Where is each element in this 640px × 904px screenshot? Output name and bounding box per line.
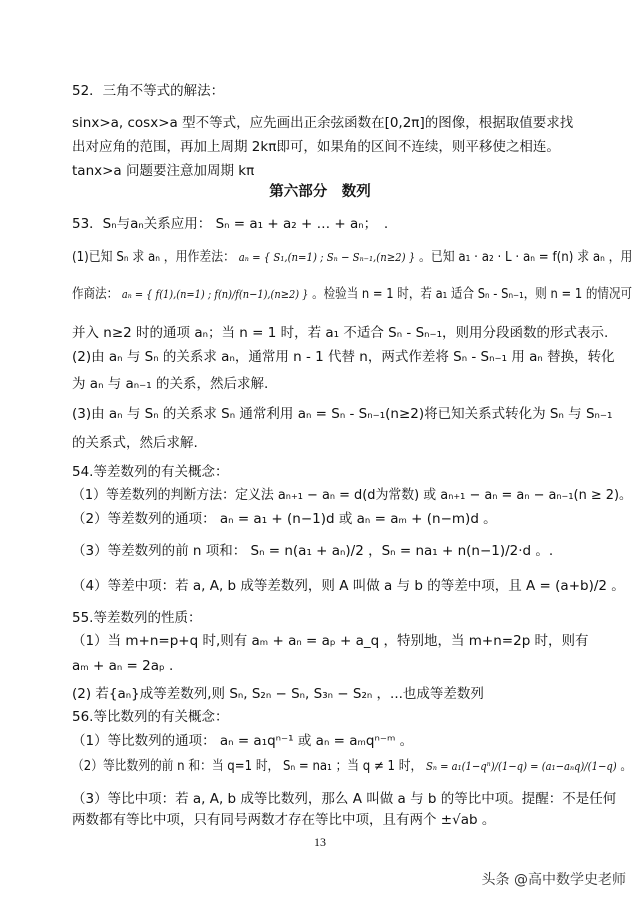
item-53-part3-line1: (3)由 aₙ 与 Sₙ 的关系求 Sₙ 通常利用 aₙ = Sₙ - Sₙ₋₁(n≥2)将已知关系式转化为 Sₙ 与 Sₙ₋₁ — [72, 406, 613, 422]
section-title: 第六部分 数列 — [269, 184, 371, 200]
item-53-part2-line2: 为 aₙ 与 aₙ₋₁ 的关系，然后求解. — [72, 376, 269, 392]
piecewise-formula-diff: aₙ = { S₁,(n=1) ; Sₙ − Sₙ₋₁,(n≥2) } — [238, 250, 416, 264]
item-56-part2-text: （2）等比数列的前 n 和：当 q=1 时， Sₙ = na₁ ；当 q ≠ 1 时， — [72, 758, 423, 774]
item-56-part2 — [72, 758, 632, 774]
item-53-part1-text-d: 。检验当 n = 1 时，若 a₁ 适合 Sₙ - Sₙ₋₁，则 n = 1 的情况可 — [312, 286, 633, 302]
geometric-sum-formula: Sₙ = a₁(1−qⁿ)/(1−q) = (a₁−aₙq)/(1−q) — [425, 759, 617, 773]
item-54-part2: （2）等差数列的通项： aₙ = a₁ + (n−1)d 或 aₙ = aₘ + (n−m)d 。 — [72, 511, 497, 527]
item-53-heading: 53．Sₙ与aₙ关系应用： Sₙ = a₁ + a₂ + … + aₙ； . — [72, 216, 389, 232]
item-53-part1-text-b: 。已知 a₁ · a₂ · L · aₙ = f(n) 求 aₙ ，用 — [418, 249, 633, 265]
item-53-part3-line2: 的关系式，然后求解. — [72, 435, 198, 451]
item-55-part2: (2) 若{aₙ}成等差数列,则 Sₙ, S₂ₙ − Sₙ, S₃ₙ − S₂ₙ ，...也成等差数列 — [72, 686, 484, 702]
item-52-heading: 52．三角不等式的解法： — [72, 83, 225, 99]
item-55-part1-line1: （1）当 m+n=p+q 时,则有 aₘ + aₙ = aₚ + a_q ，特别地，当 m+n=2p 时，则有 — [72, 633, 589, 649]
watermark — [482, 872, 626, 889]
item-54-part1: （1）等差数列的判断方法：定义法 aₙ₊₁ − aₙ = d(d为常数) 或 aₙ₊₁ − aₙ = aₙ − aₙ₋₁(n ≥ 2)。 — [72, 487, 632, 503]
item-53-part1-line2 — [72, 286, 632, 302]
piecewise-formula-quotient: aₙ = { f(1),(n=1) ; f(n)/f(n−1),(n≥2) } — [121, 287, 309, 301]
item-53-part1-text-a: (1)已知 Sₙ 求 aₙ ，用作差法： — [72, 249, 235, 265]
item-53-part1-line3: 并入 n≥2 时的通项 aₙ；当 n = 1 时，若 a₁ 不适合 Sₙ - Sₙ₋₁，则用分段函数的形式表示. — [72, 325, 609, 341]
item-54-part3: （3）等差数列的前 n 项和： Sₙ = n(a₁ + aₙ)/2 ，Sₙ = na₁ + n(n−1)/2·d 。. — [72, 543, 554, 559]
item-56-part3-line2: 两数都有等比中项，只有同号两数才存在等比中项，且有两个 ±√ab 。 — [72, 812, 496, 828]
item-56-part1: （1）等比数列的通项： aₙ = a₁qⁿ⁻¹ 或 aₙ = aₘqⁿ⁻ᵐ 。 — [72, 733, 414, 749]
item-56-part2-end: 。 — [620, 758, 633, 774]
item-53-part1-line1 — [72, 249, 632, 265]
item-52-text-2: 出对应角的范围，再加上周期 2kπ即可，如果角的区间不连续，则平移使之相连。 — [72, 139, 560, 155]
item-56-part3-line1: （3）等比中项：若 a, A, b 成等比数列，那么 A 叫做 a 与 b 的等比中项。提醒：不是任何 — [72, 791, 617, 807]
item-52-text-1: sinx>a, cosx>a 型不等式，应先画出正余弦函数在[0,2π]的图像，根据取值要求找 — [72, 115, 574, 131]
watermark-text: 头条 @高中数学史老师 — [481, 872, 626, 888]
item-52-text-3: tanx>a 问题要注意加周期 kπ — [72, 163, 255, 179]
item-55-part1-line2: aₘ + aₙ = 2aₚ . — [72, 658, 174, 674]
item-53-part2-line1: (2)由 aₙ 与 Sₙ 的关系求 aₙ，通常用 n - 1 代替 n，两式作差将 Sₙ - Sₙ₋₁ 用 aₙ 替换，转化 — [72, 349, 615, 365]
item-56-heading: 56.等比数列的有关概念： — [72, 709, 229, 725]
item-54-part4: （4）等差中项：若 a, A, b 成等差数列，则 A 叫做 a 与 b 的等差中项，且 A = (a+b)/2 。 — [72, 578, 625, 594]
page-number: 13 — [314, 835, 326, 849]
item-54-heading: 54.等差数列的有关概念： — [72, 464, 229, 480]
item-55-heading: 55.等差数列的性质： — [72, 610, 202, 626]
item-53-part1-text-c: 作商法： — [72, 286, 119, 302]
